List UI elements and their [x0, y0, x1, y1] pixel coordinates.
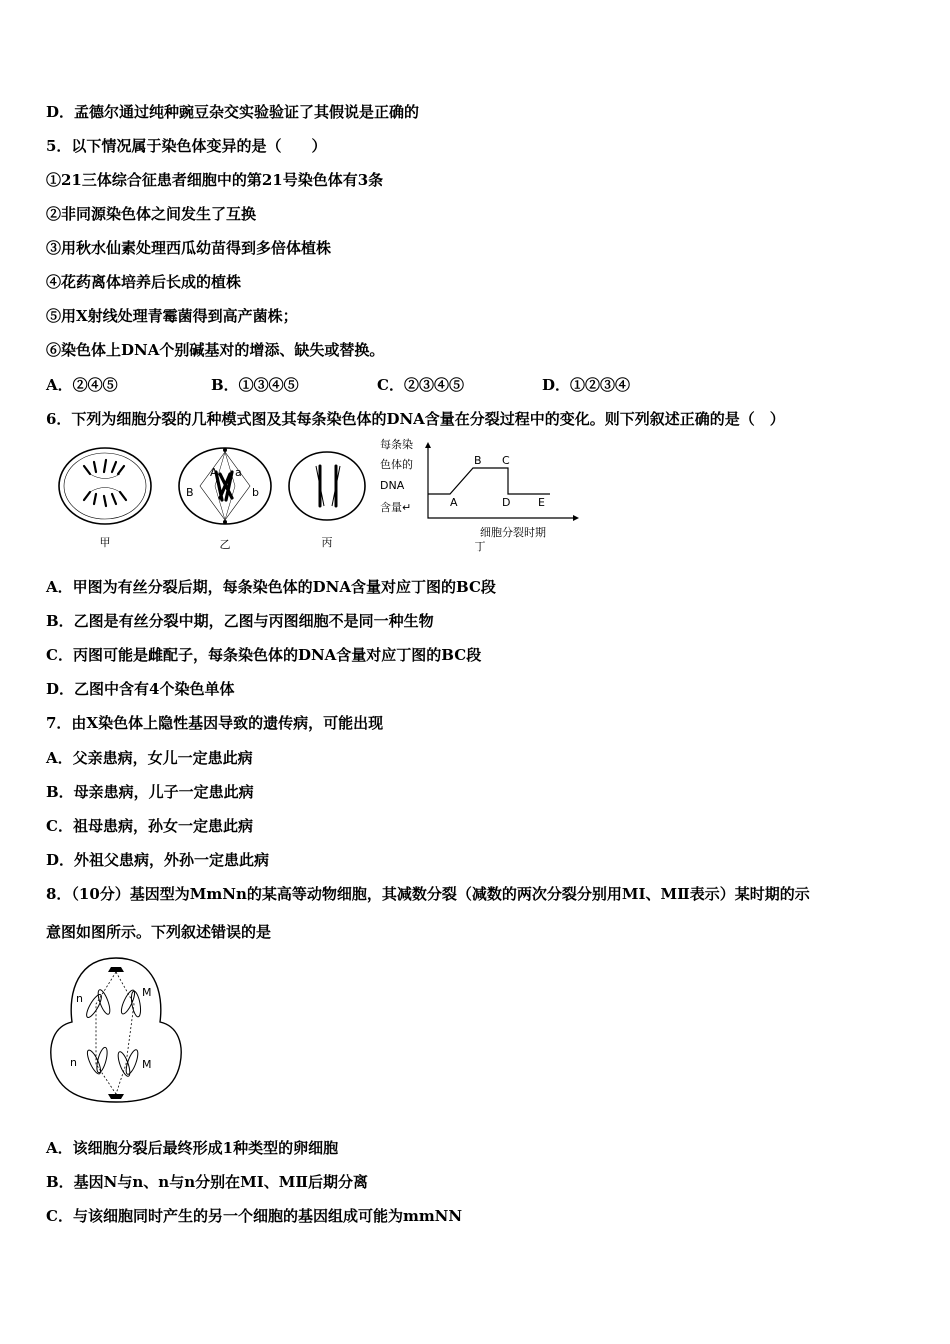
- q6-option-c: C．丙图可能是雌配子，每条染色体的DNA含量对应丁图的BC段: [46, 646, 482, 664]
- q5-item-2: ②非同源染色体之间发生了互换: [46, 205, 257, 223]
- graph-point-c: C: [502, 454, 510, 467]
- q7-stem: 7．由X染色体上隐性基因导致的遗传病，可能出现: [46, 714, 384, 732]
- graph-ylabel-2: 色体的: [380, 458, 413, 471]
- q8-gene-m-bottom: M: [142, 1058, 152, 1071]
- graph-ylabel-1: 每条染: [380, 438, 413, 451]
- graph-point-d: D: [502, 496, 511, 509]
- cell-yi: [179, 448, 271, 524]
- q6-option-a: A．甲图为有丝分裂后期，每条染色体的DNA含量对应丁图的BC段: [46, 578, 496, 596]
- q7-option-d: D．外祖父患病，外孙一定患此病: [46, 851, 270, 869]
- q8-stem-line1: 8．（10分）基因型为MmNn的某高等动物细胞，其减数分裂（减数的两次分裂分别用MⅠ、MⅡ表示）某时期的示: [46, 885, 810, 903]
- cell-jia: [59, 448, 151, 524]
- q5-option-d: D．①②③④: [542, 376, 631, 394]
- q5-stem: 5．以下情况属于染色体变异的是（ ）: [46, 137, 327, 155]
- yi-letter-a-lower: a: [235, 466, 242, 479]
- q7-option-b: B．母亲患病，儿子一定患此病: [46, 783, 254, 801]
- q8-gene-m-top: M: [142, 986, 152, 999]
- q6-figure: [50, 438, 590, 558]
- q6-stem: 6．下列为细胞分裂的几种模式图及其每条染色体的DNA含量在分裂过程中的变化。则下列叙述正确的是（ ）: [46, 410, 785, 428]
- graph-xlabel: 细胞分裂时期: [480, 526, 546, 539]
- q8-option-b: B．基因N与n、n与n分别在MⅠ、MⅡ后期分离: [46, 1173, 368, 1191]
- q8-option-a: A．该细胞分裂后最终形成1种类型的卵细胞: [46, 1139, 339, 1157]
- q7-option-c: C．祖母患病，孙女一定患此病: [46, 817, 253, 835]
- q5-item-4: ④花药离体培养后长成的植株: [46, 273, 242, 291]
- label-ding: 丁: [474, 540, 486, 553]
- q8-option-c: C．与该细胞同时产生的另一个细胞的基因组成可能为mmNN: [46, 1207, 463, 1225]
- graph-ylabel-3: DNA: [380, 479, 405, 492]
- q8-gene-n-bottom: n: [70, 1056, 77, 1069]
- q5-option-b: B．①③④⑤: [211, 376, 299, 394]
- cell-bing: [289, 452, 365, 520]
- graph-ding: [380, 438, 579, 539]
- q7-option-a: A．父亲患病，女儿一定患此病: [46, 749, 253, 767]
- graph-point-e: E: [538, 496, 545, 509]
- graph-ylabel-4: 含量↵: [380, 501, 412, 514]
- label-bing: 丙: [321, 536, 333, 549]
- graph-point-b: B: [474, 454, 482, 467]
- q8-stem-line2: 意图如图所示。下列叙述错误的是: [46, 923, 272, 941]
- q6-option-d: D．乙图中含有4个染色单体: [46, 680, 235, 698]
- label-yi: 乙: [219, 538, 231, 551]
- q5-item-5: ⑤用X射线处理青霉菌得到高产菌株；: [46, 307, 298, 325]
- yi-letter-b-upper: B: [186, 486, 194, 499]
- yi-letter-a-upper: A: [210, 466, 218, 479]
- q5-item-1: ①21三体综合征患者细胞中的第21号染色体有3条: [46, 171, 384, 189]
- q6-option-b: B．乙图是有丝分裂中期，乙图与丙图细胞不是同一种生物: [46, 612, 434, 630]
- q5-item-3: ③用秋水仙素处理西瓜幼苗得到多倍体植株: [46, 239, 332, 257]
- q5-option-a: A．②④⑤: [46, 376, 118, 394]
- q4-option-d: D．孟德尔通过纯种豌豆杂交实验验证了其假说是正确的: [46, 103, 420, 121]
- graph-point-a: A: [450, 496, 458, 509]
- q8-figure: [46, 952, 188, 1112]
- q8-gene-n-top: n: [76, 992, 83, 1005]
- yi-letter-b-lower: b: [252, 486, 259, 499]
- label-jia: 甲: [99, 536, 111, 549]
- q5-item-6: ⑥染色体上DNA个别碱基对的增添、缺失或替换。: [46, 341, 385, 359]
- q5-option-c: C．②③④⑤: [377, 376, 464, 394]
